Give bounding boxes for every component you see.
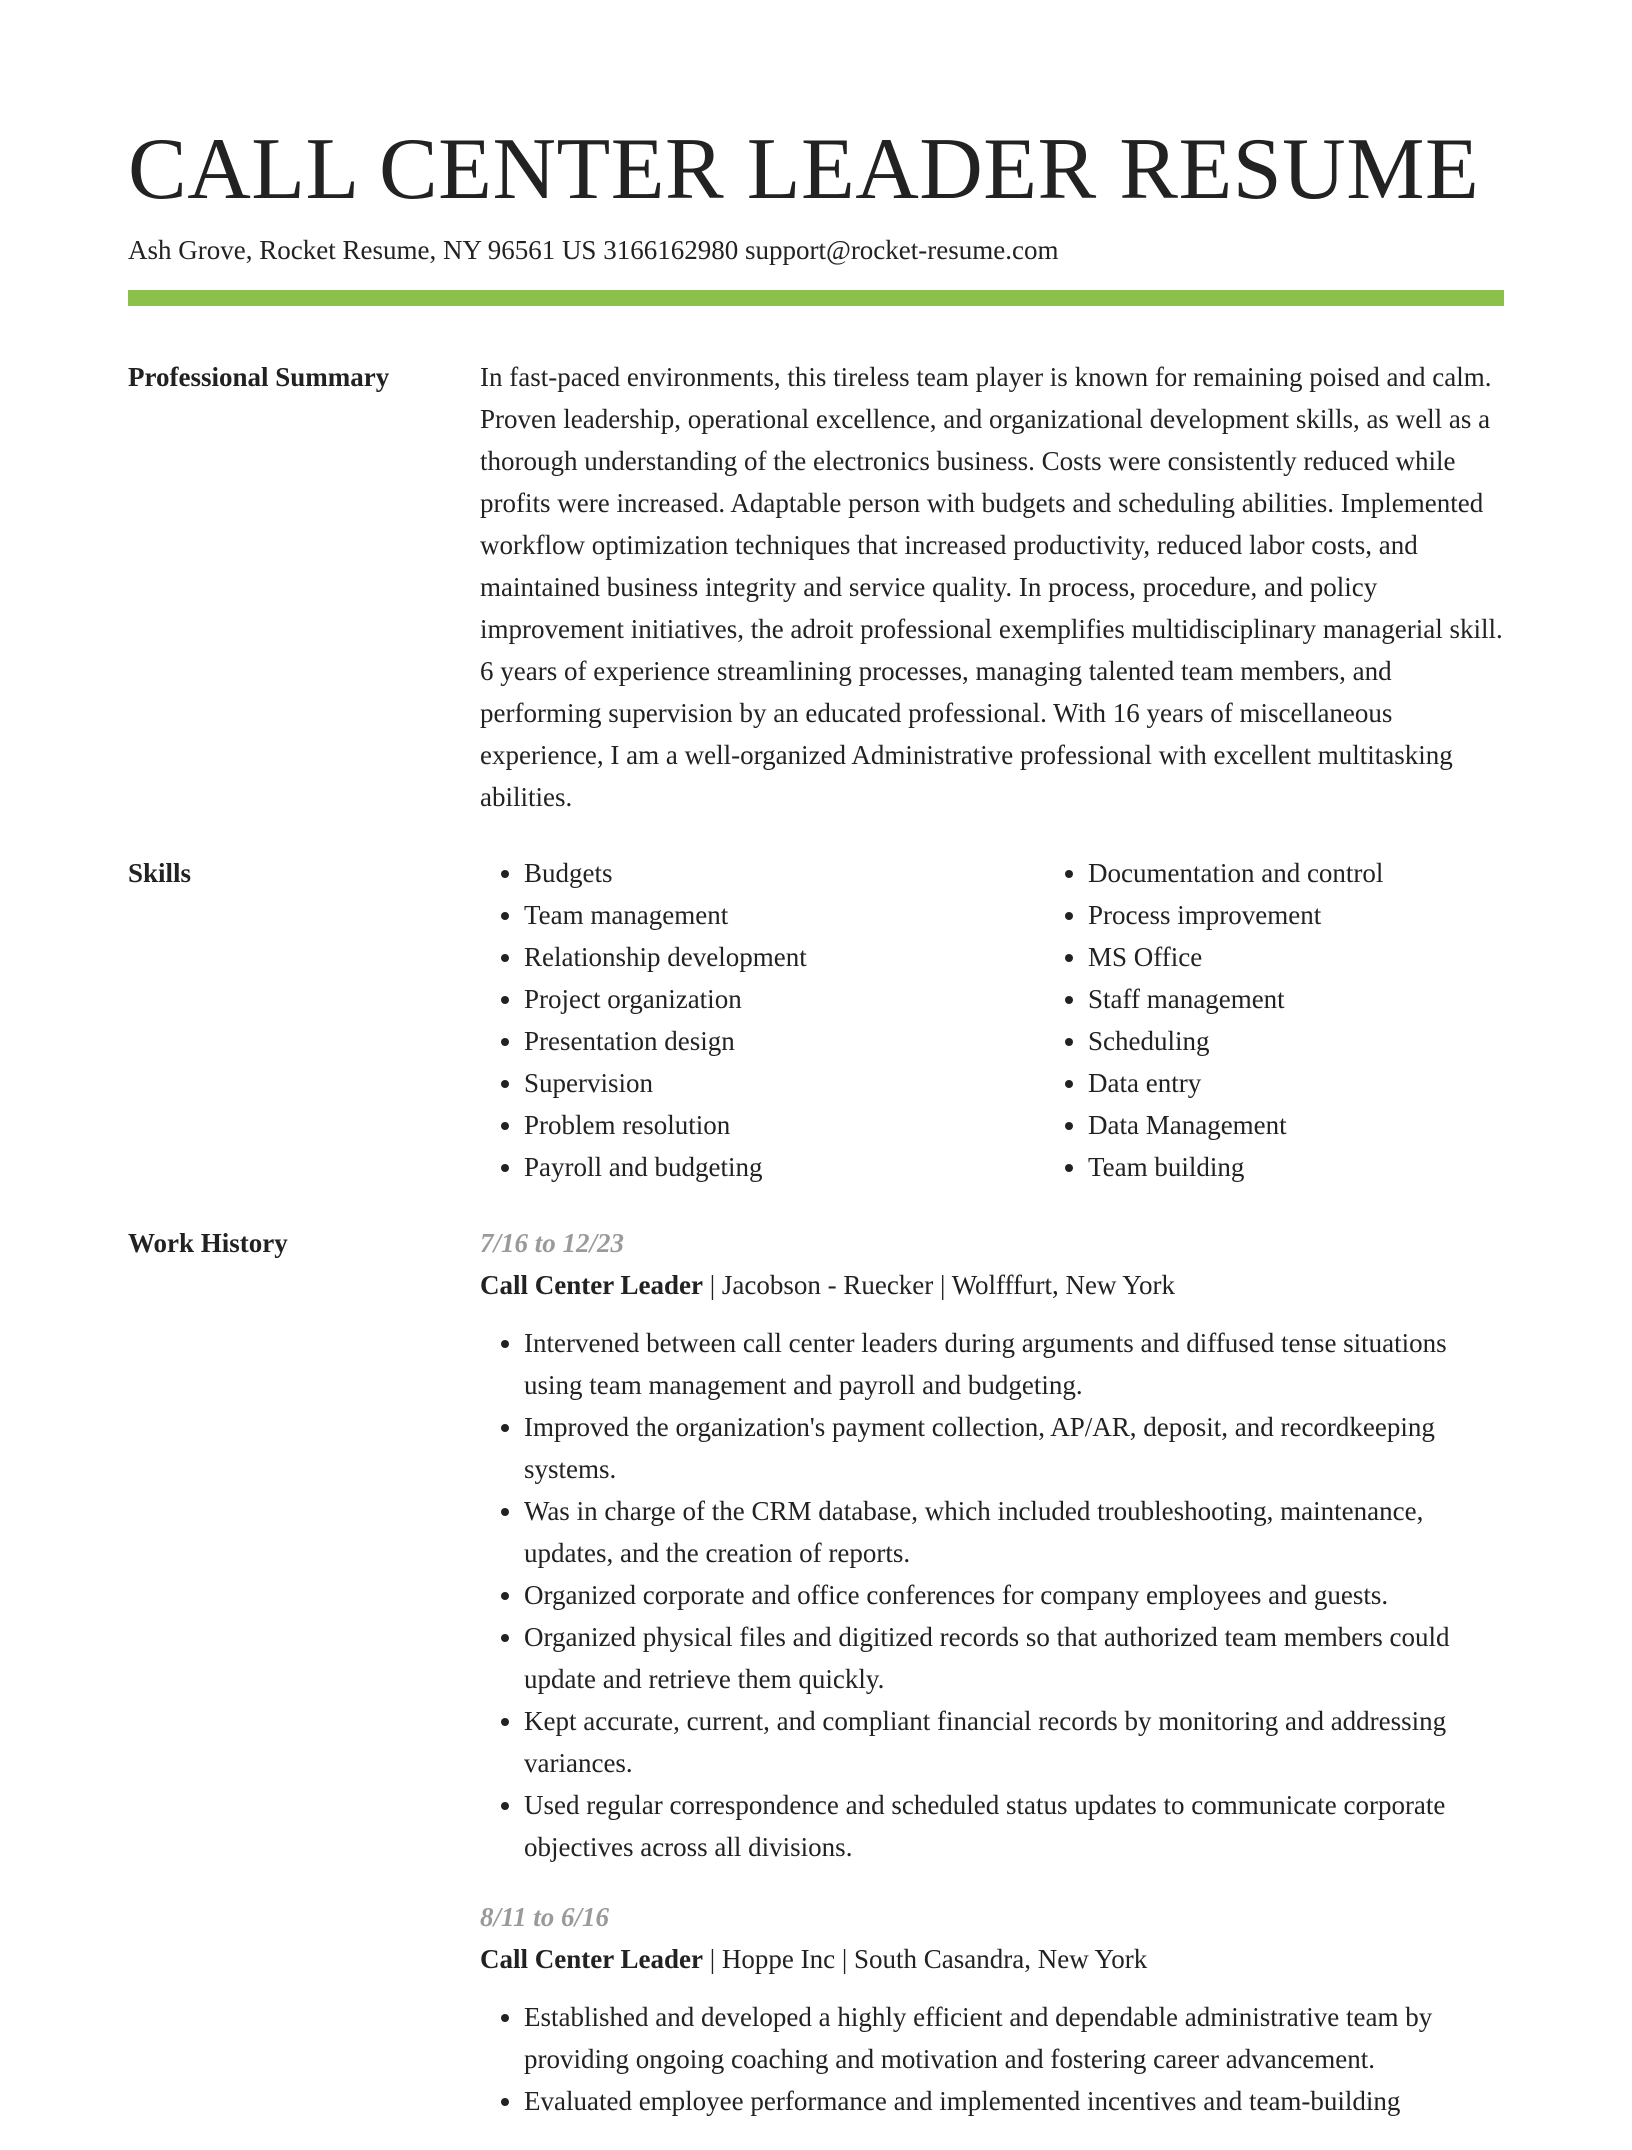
summary-text: In fast-paced environments, this tireless team player is known for remaining poised and calm. Proven leadership, operational excellence, and organizational development skills, as well as a thorough understanding of the electronics business. Costs were consistently reduced while profits were increased. Adaptable person with budgets and scheduling abilities. Implemented workflow optimization techniques that increased productivity, reduced labor costs, and maintained business integrity and service quality. In process, procedure, and policy improvement initiatives, the adroit professional exemplifies multidisciplinary managerial skill. 6 years of experience streamlining processes, managing talented team members, and performing supervision by an educated professional. With 16 years of miscellaneous experience, I am a well-organized Administrative professional with excellent multitasking abilities.	[480, 362, 1503, 812]
separator: |	[940, 1270, 952, 1300]
skill-item: • Presentation design	[524, 1020, 984, 1062]
job-title: Call Center Leader	[480, 1944, 703, 1974]
skill-item: • Supervision	[524, 1062, 984, 1104]
job-dates: 8/11 to 6/16	[480, 1902, 610, 1932]
work-history-section	[128, 1222, 1504, 2150]
skill-item: • Data Management	[1088, 1104, 1548, 1146]
section-label-skills: Skills	[128, 858, 192, 888]
contact-email: support@rocket-resume.com	[744, 235, 1059, 265]
job-company: Hoppe Inc	[721, 1944, 836, 1974]
job-bullet: • Established and developed a highly efficient and dependable administrative team by providing ongoing coaching and motivation and fostering career advancement.	[524, 1996, 1504, 2080]
skill-item: • Scheduling	[1088, 1020, 1548, 1062]
resume-title: CALL CENTER LEADER RESUME	[128, 121, 1480, 218]
job-bullet-list	[480, 1322, 1504, 1868]
skill-item: • Relationship development	[524, 936, 984, 978]
professional-summary-section	[128, 356, 1504, 818]
separator: |	[709, 1944, 722, 1974]
job-bullet: • Organized physical files and digitized records so that authorized team members could update and retrieve them quickly.	[524, 1616, 1504, 1700]
separator: |	[841, 1944, 854, 1974]
skill-item: • Problem resolution	[524, 1104, 984, 1146]
job-bullet: • Evaluated employee performance and implemented incentives and team-building	[524, 2080, 1504, 2122]
skills-section	[128, 852, 1504, 1188]
skill-item: • Documentation and control	[1088, 852, 1548, 894]
skill-item: • Payroll and budgeting	[524, 1146, 984, 1188]
job-heading	[480, 1938, 1504, 1980]
job-location: South Casandra, New York	[853, 1944, 1148, 1974]
skill-item: • Data entry	[1088, 1062, 1548, 1104]
accent-divider	[128, 290, 1504, 306]
job-entry	[480, 1896, 1504, 2122]
contact-line	[128, 232, 1504, 268]
job-bullet: • Was in charge of the CRM database, which included troubleshooting, maintenance, updates, and the creation of reports.	[524, 1490, 1504, 1574]
skill-item: • MS Office	[1088, 936, 1548, 978]
job-entry	[480, 1222, 1504, 1868]
job-bullet: • Used regular correspondence and scheduled status updates to communicate corporate objectives across all divisions.	[524, 1784, 1504, 1868]
job-company: Jacobson - Ruecker	[721, 1270, 934, 1300]
work-history-body	[480, 1222, 1504, 2150]
section-label-work-history: Work History	[128, 1228, 288, 1258]
job-heading	[480, 1264, 1504, 1306]
job-bullet: • Kept accurate, current, and compliant financial records by monitoring and addressing variances.	[524, 1700, 1504, 1784]
job-title: Call Center Leader	[480, 1270, 703, 1300]
separator: |	[709, 1270, 722, 1300]
summary-body	[480, 356, 1504, 818]
skill-item: • Budgets	[524, 852, 984, 894]
job-location: Wolfffurt, New York	[951, 1270, 1176, 1300]
job-dates: 7/16 to 12/23	[480, 1228, 625, 1258]
skills-list-left	[480, 852, 984, 1188]
job-bullet-list	[480, 1996, 1504, 2122]
skill-item: • Team management	[524, 894, 984, 936]
job-bullet: • Intervened between call center leaders during arguments and diffused tense situations using team management and payroll and budgeting.	[524, 1322, 1504, 1406]
skill-item: • Process improvement	[1088, 894, 1548, 936]
contact-phone: 3166162980	[603, 235, 739, 265]
skill-item: • Project organization	[524, 978, 984, 1020]
job-bullet: • Organized corporate and office conferences for company employees and guests.	[524, 1574, 1504, 1616]
skill-item: • Team building	[1088, 1146, 1548, 1188]
skill-item: • Staff management	[1088, 978, 1548, 1020]
skills-list-right	[1044, 852, 1548, 1188]
section-label-summary: Professional Summary	[128, 362, 390, 392]
contact-address: Ash Grove, Rocket Resume, NY 96561 US	[128, 235, 597, 265]
job-bullet: • Improved the organization's payment collection, AP/AR, deposit, and recordkeeping systems.	[524, 1406, 1504, 1490]
skills-body	[480, 852, 1548, 1188]
